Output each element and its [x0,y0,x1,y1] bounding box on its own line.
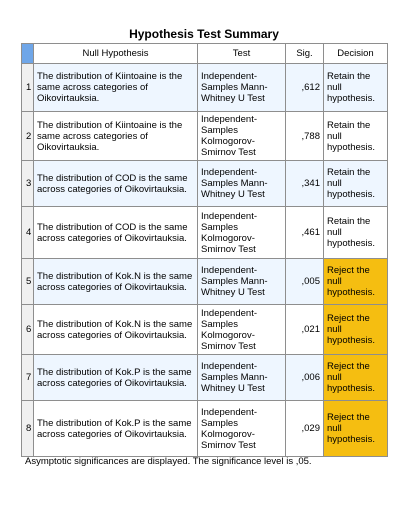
corner-cell [22,44,34,64]
null-hypothesis-cell: The distribution of COD is the same across categories of Oikovirtauksia. [34,161,198,207]
table-row [22,259,388,305]
sig-cell: ,029 [286,401,324,457]
sig-cell: ,612 [286,64,324,112]
decision-cell: Retain the null hypothesis. [324,112,388,161]
table-body [22,64,388,457]
row-number: 3 [22,161,34,207]
column-header-sig: Sig. [286,44,324,64]
table-title: Hypothesis Test Summary [129,27,279,41]
sig-cell: ,341 [286,161,324,207]
decision-cell: Retain the null hypothesis. [324,207,388,259]
sig-cell: ,461 [286,207,324,259]
table-row [22,161,388,207]
table-row [22,401,388,457]
null-hypothesis-cell: The distribution of Kok.N is the same across categories of Oikovirtauksia. [34,259,198,305]
table-row [22,305,388,355]
test-cell: Independent-Samples Kolmogorov-Smirnov Test [198,401,286,457]
sig-cell: ,021 [286,305,324,355]
row-number: 7 [22,355,34,401]
hypothesis-summary-table [21,43,388,457]
test-cell: Independent-Samples Kolmogorov-Smirnov Test [198,207,286,259]
row-number: 6 [22,305,34,355]
test-cell: Independent-Samples Mann-Whitney U Test [198,161,286,207]
test-cell: Independent-Samples Mann-Whitney U Test [198,259,286,305]
decision-cell: Reject the null hypothesis. [324,355,388,401]
test-cell: Independent-Samples Kolmogorov-Smirnov Test [198,305,286,355]
row-number: 2 [22,112,34,161]
null-hypothesis-cell: The distribution of Kiintoaine is the same across categories of Oikovirtauksia. [34,112,198,161]
footnote: Asymptotic significances are displayed. The significance level is ,05. [25,456,312,467]
decision-cell: Reject the null hypothesis. [324,401,388,457]
sig-cell: ,006 [286,355,324,401]
test-cell: Independent-Samples Mann-Whitney U Test [198,64,286,112]
header-row [22,44,388,64]
row-number: 5 [22,259,34,305]
decision-cell: Retain the null hypothesis. [324,161,388,207]
decision-cell: Reject the null hypothesis. [324,259,388,305]
sig-cell: ,005 [286,259,324,305]
test-cell: Independent-Samples Kolmogorov-Smirnov Test [198,112,286,161]
test-cell: Independent-Samples Mann-Whitney U Test [198,355,286,401]
row-number: 1 [22,64,34,112]
table-row [22,64,388,112]
table-row [22,355,388,401]
table-row [22,207,388,259]
null-hypothesis-cell: The distribution of Kok.N is the same across categories of Oikovirtauksia. [34,305,198,355]
sig-cell: ,788 [286,112,324,161]
null-hypothesis-cell: The distribution of COD is the same across categories of Oikovirtauksia. [34,207,198,259]
decision-cell: Reject the null hypothesis. [324,305,388,355]
column-header-null-hypothesis: Null Hypothesis [34,44,198,64]
null-hypothesis-cell: The distribution of Kiintoaine is the same across categories of Oikovirtauksia. [34,64,198,112]
column-header-test: Test [198,44,286,64]
row-number: 4 [22,207,34,259]
table-row [22,112,388,161]
null-hypothesis-cell: The distribution of Kok.P is the same across categories of Oikovirtauksia. [34,355,198,401]
row-number: 8 [22,401,34,457]
null-hypothesis-cell: The distribution of Kok.P is the same across categories of Oikovirtauksia. [34,401,198,457]
column-header-decision: Decision [324,44,388,64]
decision-cell: Retain the null hypothesis. [324,64,388,112]
